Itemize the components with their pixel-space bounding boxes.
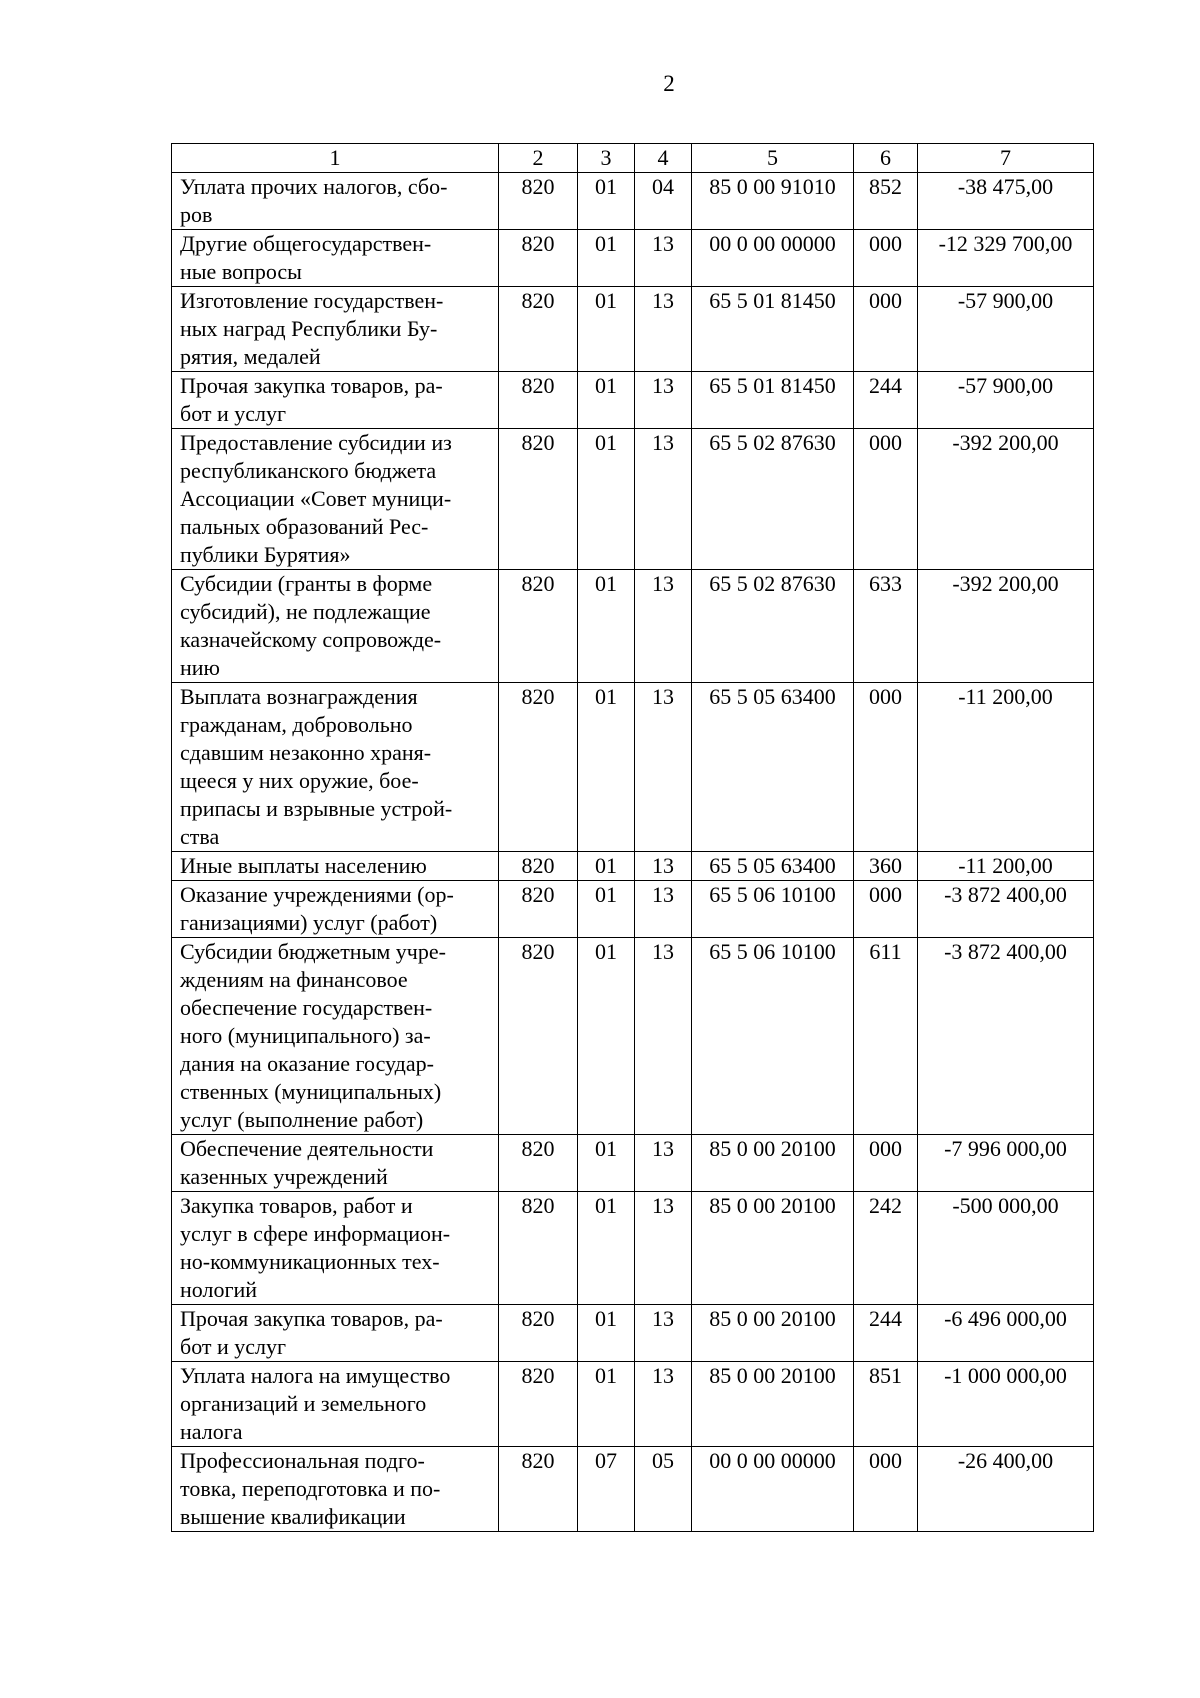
cell-subsection: 13 <box>635 683 692 852</box>
cell-target-article: 65 5 05 63400 <box>692 683 854 852</box>
cell-amount: -12 329 700,00 <box>918 230 1094 287</box>
cell-subsection: 13 <box>635 1135 692 1192</box>
table-row <box>172 1362 1094 1447</box>
cell-target-article: 00 0 00 00000 <box>692 230 854 287</box>
cell-ministry-code: 820 <box>499 230 578 287</box>
cell-amount: -57 900,00 <box>918 287 1094 372</box>
table-row <box>172 1135 1094 1192</box>
table-row <box>172 230 1094 287</box>
cell-target-article: 85 0 00 91010 <box>692 173 854 230</box>
cell-name: Иные выплаты населению <box>172 852 499 881</box>
cell-target-article: 65 5 05 63400 <box>692 852 854 881</box>
cell-name: Закупка товаров, работ и услуг в сфере информацион- но-коммуникационных тех- нологий <box>172 1192 499 1305</box>
cell-ministry-code: 820 <box>499 1362 578 1447</box>
cell-target-article: 65 5 06 10100 <box>692 938 854 1135</box>
cell-target-article: 65 5 06 10100 <box>692 881 854 938</box>
cell-expense-type: 633 <box>854 570 918 683</box>
cell-ministry-code: 820 <box>499 1447 578 1532</box>
cell-ministry-code: 820 <box>499 938 578 1135</box>
cell-name: Другие общегосударствен- ные вопросы <box>172 230 499 287</box>
cell-amount: -392 200,00 <box>918 570 1094 683</box>
cell-ministry-code: 820 <box>499 287 578 372</box>
cell-section: 01 <box>578 683 635 852</box>
cell-name: Субсидии (гранты в форме субсидий), не подлежащие казначейскому сопровожде- нию <box>172 570 499 683</box>
header-col-7: 7 <box>918 144 1094 173</box>
cell-section: 01 <box>578 372 635 429</box>
cell-ministry-code: 820 <box>499 1192 578 1305</box>
header-col-1: 1 <box>172 144 499 173</box>
cell-target-article: 85 0 00 20100 <box>692 1362 854 1447</box>
cell-subsection: 13 <box>635 1192 692 1305</box>
cell-subsection: 13 <box>635 570 692 683</box>
cell-name: Выплата вознаграждения гражданам, добровольно сдавшим незаконно храня- щееся у них оружие, бое- припасы и взрывные устрой- ства <box>172 683 499 852</box>
header-col-4: 4 <box>635 144 692 173</box>
cell-amount: -1 000 000,00 <box>918 1362 1094 1447</box>
cell-ministry-code: 820 <box>499 683 578 852</box>
table-row <box>172 852 1094 881</box>
cell-section: 01 <box>578 1305 635 1362</box>
cell-expense-type: 000 <box>854 230 918 287</box>
header-col-6: 6 <box>854 144 918 173</box>
cell-name: Профессиональная подго- товка, переподготовка и по- вышение квалификации <box>172 1447 499 1532</box>
cell-expense-type: 244 <box>854 372 918 429</box>
cell-subsection: 13 <box>635 852 692 881</box>
cell-expense-type: 360 <box>854 852 918 881</box>
cell-target-article: 65 5 01 81450 <box>692 372 854 429</box>
cell-section: 01 <box>578 852 635 881</box>
cell-ministry-code: 820 <box>499 570 578 683</box>
cell-name: Обеспечение деятельности казенных учреждений <box>172 1135 499 1192</box>
table-row <box>172 173 1094 230</box>
cell-section: 01 <box>578 287 635 372</box>
cell-section: 01 <box>578 230 635 287</box>
cell-amount: -6 496 000,00 <box>918 1305 1094 1362</box>
cell-target-article: 85 0 00 20100 <box>692 1305 854 1362</box>
cell-ministry-code: 820 <box>499 372 578 429</box>
cell-ministry-code: 820 <box>499 881 578 938</box>
cell-target-article: 65 5 02 87630 <box>692 429 854 570</box>
cell-ministry-code: 820 <box>499 429 578 570</box>
cell-expense-type: 000 <box>854 683 918 852</box>
cell-ministry-code: 820 <box>499 173 578 230</box>
cell-amount: -11 200,00 <box>918 683 1094 852</box>
cell-amount: -500 000,00 <box>918 1192 1094 1305</box>
cell-section: 01 <box>578 881 635 938</box>
table-row <box>172 287 1094 372</box>
cell-name: Оказание учреждениями (ор- ганизациями) услуг (работ) <box>172 881 499 938</box>
cell-section: 01 <box>578 570 635 683</box>
cell-section: 01 <box>578 1362 635 1447</box>
cell-section: 01 <box>578 938 635 1135</box>
cell-subsection: 13 <box>635 372 692 429</box>
header-col-5: 5 <box>692 144 854 173</box>
cell-subsection: 13 <box>635 287 692 372</box>
cell-name: Субсидии бюджетным учре- ждениям на финансовое обеспечение государствен- ного (муниципального) за- дания на оказание государ- ственных (муниципальных) услуг (выполнение работ) <box>172 938 499 1135</box>
header-col-3: 3 <box>578 144 635 173</box>
table-row <box>172 570 1094 683</box>
cell-section: 07 <box>578 1447 635 1532</box>
table-row <box>172 429 1094 570</box>
table-row <box>172 1192 1094 1305</box>
table-row <box>172 1447 1094 1532</box>
cell-name: Предоставление субсидии из республиканского бюджета Ассоциации «Совет муници- пальных образований Рес- публики Бурятия» <box>172 429 499 570</box>
cell-subsection: 04 <box>635 173 692 230</box>
cell-expense-type: 000 <box>854 429 918 570</box>
cell-subsection: 13 <box>635 938 692 1135</box>
page-number: 2 <box>663 71 675 96</box>
cell-amount: -57 900,00 <box>918 372 1094 429</box>
cell-amount: -3 872 400,00 <box>918 881 1094 938</box>
cell-name: Уплата прочих налогов, сбо- ров <box>172 173 499 230</box>
table-row <box>172 683 1094 852</box>
cell-target-article: 65 5 01 81450 <box>692 287 854 372</box>
cell-name: Изготовление государствен- ных наград Республики Бу- рятия, медалей <box>172 287 499 372</box>
cell-section: 01 <box>578 1135 635 1192</box>
cell-subsection: 13 <box>635 881 692 938</box>
cell-ministry-code: 820 <box>499 1305 578 1362</box>
cell-amount: -26 400,00 <box>918 1447 1094 1532</box>
budget-table <box>171 143 1094 1532</box>
cell-name: Уплата налога на имущество организаций и земельного налога <box>172 1362 499 1447</box>
table-row <box>172 938 1094 1135</box>
cell-section: 01 <box>578 429 635 570</box>
cell-amount: -38 475,00 <box>918 173 1094 230</box>
cell-section: 01 <box>578 1192 635 1305</box>
cell-name: Прочая закупка товаров, ра- бот и услуг <box>172 372 499 429</box>
cell-subsection: 05 <box>635 1447 692 1532</box>
cell-ministry-code: 820 <box>499 1135 578 1192</box>
table-row <box>172 1305 1094 1362</box>
header-col-2: 2 <box>499 144 578 173</box>
cell-target-article: 85 0 00 20100 <box>692 1135 854 1192</box>
cell-subsection: 13 <box>635 230 692 287</box>
cell-expense-type: 852 <box>854 173 918 230</box>
cell-expense-type: 000 <box>854 1135 918 1192</box>
cell-amount: -11 200,00 <box>918 852 1094 881</box>
header-row <box>172 144 1094 173</box>
cell-ministry-code: 820 <box>499 852 578 881</box>
table-body <box>172 173 1094 1532</box>
cell-name: Прочая закупка товаров, ра- бот и услуг <box>172 1305 499 1362</box>
cell-amount: -7 996 000,00 <box>918 1135 1094 1192</box>
cell-section: 01 <box>578 173 635 230</box>
cell-subsection: 13 <box>635 429 692 570</box>
cell-expense-type: 244 <box>854 1305 918 1362</box>
cell-amount: -392 200,00 <box>918 429 1094 570</box>
cell-subsection: 13 <box>635 1362 692 1447</box>
table-row <box>172 372 1094 429</box>
cell-expense-type: 611 <box>854 938 918 1135</box>
table-row <box>172 881 1094 938</box>
cell-expense-type: 242 <box>854 1192 918 1305</box>
cell-subsection: 13 <box>635 1305 692 1362</box>
cell-expense-type: 000 <box>854 287 918 372</box>
cell-expense-type: 000 <box>854 1447 918 1532</box>
cell-target-article: 00 0 00 00000 <box>692 1447 854 1532</box>
cell-expense-type: 000 <box>854 881 918 938</box>
cell-target-article: 85 0 00 20100 <box>692 1192 854 1305</box>
cell-target-article: 65 5 02 87630 <box>692 570 854 683</box>
cell-amount: -3 872 400,00 <box>918 938 1094 1135</box>
cell-expense-type: 851 <box>854 1362 918 1447</box>
